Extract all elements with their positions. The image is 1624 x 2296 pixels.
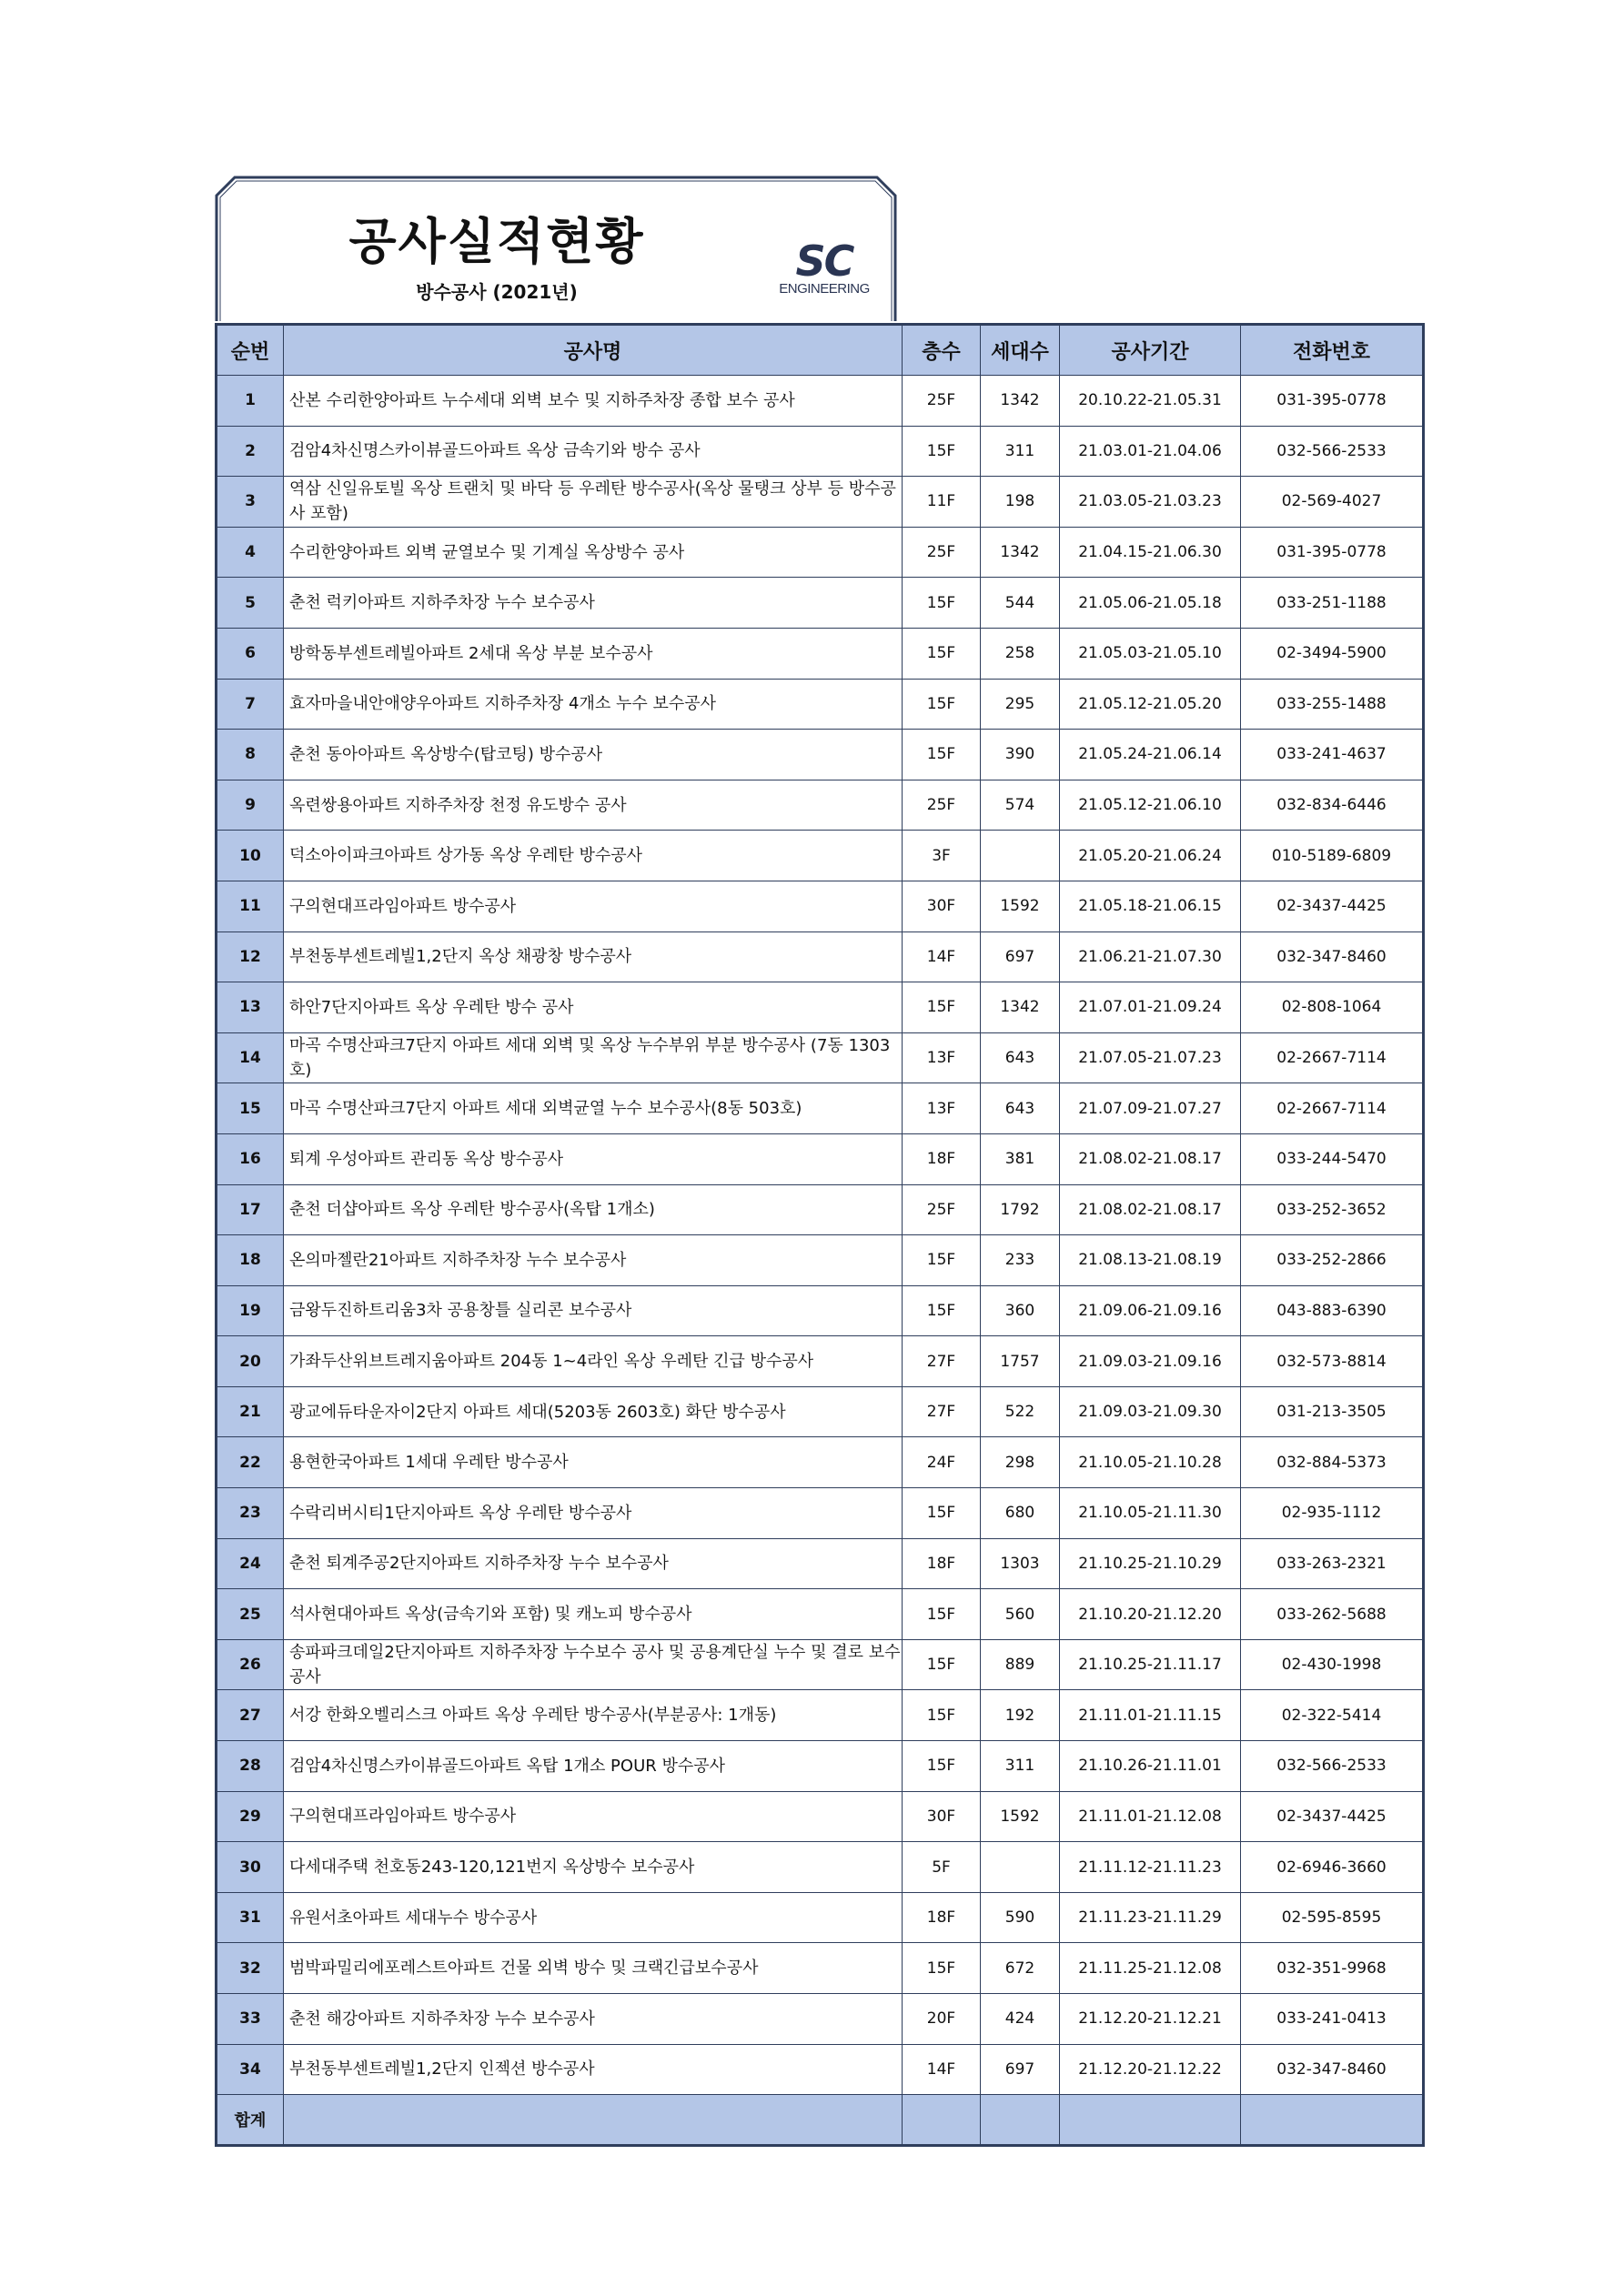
table-row bbox=[217, 679, 1424, 730]
table-row bbox=[217, 477, 1424, 528]
units-cell: 697 bbox=[981, 2044, 1060, 2095]
table-row bbox=[217, 1842, 1424, 1893]
floors-cell: 14F bbox=[903, 931, 981, 982]
phone-cell: 033-241-0413 bbox=[1241, 1994, 1424, 2045]
col-header-floors: 층수 bbox=[903, 325, 981, 376]
project-name: 검암4차신명스카이뷰골드아파트 옥상 금속기와 방수 공사 bbox=[284, 426, 903, 477]
units-cell: 590 bbox=[981, 1892, 1060, 1943]
project-name: 수리한양아파트 외벽 균열보수 및 기계실 옥상방수 공사 bbox=[284, 527, 903, 578]
table-row bbox=[217, 730, 1424, 780]
units-cell: 1303 bbox=[981, 1538, 1060, 1589]
row-number: 4 bbox=[217, 527, 284, 578]
row-number: 13 bbox=[217, 982, 284, 1033]
table-row bbox=[217, 1437, 1424, 1488]
project-name: 마곡 수명산파크7단지 아파트 세대 외벽균열 누수 보수공사(8동 503호) bbox=[284, 1083, 903, 1134]
table-row bbox=[217, 1589, 1424, 1640]
project-name: 서강 한화오벨리스크 아파트 옥상 우레탄 방수공사(부분공사: 1개동) bbox=[284, 1690, 903, 1741]
row-number: 29 bbox=[217, 1791, 284, 1842]
project-name: 용현한국아파트 1세대 우레탄 방수공사 bbox=[284, 1437, 903, 1488]
row-number: 8 bbox=[217, 730, 284, 780]
floors-cell: 27F bbox=[903, 1336, 981, 1387]
project-name: 유원서초아파트 세대누수 방수공사 bbox=[284, 1892, 903, 1943]
project-name: 덕소아이파크아파트 상가동 옥상 우레탄 방수공사 bbox=[284, 831, 903, 881]
project-name: 범박파밀리에포레스트아파트 건물 외벽 방수 및 크랙긴급보수공사 bbox=[284, 1943, 903, 1994]
table-row bbox=[217, 1488, 1424, 1539]
phone-cell: 033-252-2866 bbox=[1241, 1235, 1424, 1286]
units-cell: 1757 bbox=[981, 1336, 1060, 1387]
units-cell: 643 bbox=[981, 1083, 1060, 1134]
row-number: 2 bbox=[217, 426, 284, 477]
floors-cell: 30F bbox=[903, 881, 981, 931]
row-number: 19 bbox=[217, 1285, 284, 1336]
row-number: 31 bbox=[217, 1892, 284, 1943]
phone-cell: 033-262-5688 bbox=[1241, 1589, 1424, 1640]
table-row bbox=[217, 780, 1424, 831]
total-cell bbox=[284, 2095, 903, 2146]
floors-cell: 3F bbox=[903, 831, 981, 881]
total-row bbox=[217, 2095, 1424, 2146]
project-name: 광교에듀타운자이2단지 아파트 세대(5203동 2603호) 화단 방수공사 bbox=[284, 1386, 903, 1437]
table-row bbox=[217, 376, 1424, 427]
period-cell: 21.11.01-21.12.08 bbox=[1060, 1791, 1241, 1842]
phone-cell: 02-935-1112 bbox=[1241, 1488, 1424, 1539]
row-number: 24 bbox=[217, 1538, 284, 1589]
phone-cell: 032-351-9968 bbox=[1241, 1943, 1424, 1994]
units-cell: 311 bbox=[981, 1741, 1060, 1792]
period-cell: 21.05.03-21.05.10 bbox=[1060, 628, 1241, 679]
period-cell: 21.10.20-21.12.20 bbox=[1060, 1589, 1241, 1640]
phone-cell: 02-430-1998 bbox=[1241, 1639, 1424, 1690]
project-name: 마곡 수명산파크7단지 아파트 세대 외벽 및 옥상 누수부위 부분 방수공사 (7동 1303호) bbox=[284, 1032, 903, 1083]
row-number: 16 bbox=[217, 1133, 284, 1184]
project-name: 춘천 동아아파트 옥상방수(탑코팅) 방수공사 bbox=[284, 730, 903, 780]
floors-cell: 25F bbox=[903, 1184, 981, 1235]
project-name: 춘천 해강아파트 지하주차장 누수 보수공사 bbox=[284, 1994, 903, 2045]
floors-cell: 15F bbox=[903, 1690, 981, 1741]
period-cell: 21.05.24-21.06.14 bbox=[1060, 730, 1241, 780]
units-cell: 198 bbox=[981, 477, 1060, 528]
phone-cell: 031-395-0778 bbox=[1241, 376, 1424, 427]
table-row bbox=[217, 1285, 1424, 1336]
period-cell: 21.07.09-21.07.27 bbox=[1060, 1083, 1241, 1134]
period-cell: 21.08.02-21.08.17 bbox=[1060, 1133, 1241, 1184]
period-cell: 21.11.25-21.12.08 bbox=[1060, 1943, 1241, 1994]
period-cell: 21.11.23-21.11.29 bbox=[1060, 1892, 1241, 1943]
table-row bbox=[217, 1083, 1424, 1134]
project-name: 부천동부센트레빌1,2단지 옥상 채광창 방수공사 bbox=[284, 931, 903, 982]
phone-cell: 010-5189-6809 bbox=[1241, 831, 1424, 881]
floors-cell: 11F bbox=[903, 477, 981, 528]
phone-cell: 02-595-8595 bbox=[1241, 1892, 1424, 1943]
floors-cell: 15F bbox=[903, 730, 981, 780]
project-name: 송파파크데일2단지아파트 지하주차장 누수보수 공사 및 공용계단실 누수 및 결로 보수공사 bbox=[284, 1639, 903, 1690]
units-cell bbox=[981, 1842, 1060, 1893]
table-row bbox=[217, 1892, 1424, 1943]
floors-cell: 15F bbox=[903, 1488, 981, 1539]
phone-cell: 02-808-1064 bbox=[1241, 982, 1424, 1033]
floors-cell: 15F bbox=[903, 426, 981, 477]
period-cell: 21.10.25-21.11.17 bbox=[1060, 1639, 1241, 1690]
period-cell: 21.10.26-21.11.01 bbox=[1060, 1741, 1241, 1792]
phone-cell: 033-255-1488 bbox=[1241, 679, 1424, 730]
table-row bbox=[217, 1791, 1424, 1842]
units-cell: 233 bbox=[981, 1235, 1060, 1286]
floors-cell: 24F bbox=[903, 1437, 981, 1488]
phone-cell: 02-3494-5900 bbox=[1241, 628, 1424, 679]
units-cell: 424 bbox=[981, 1994, 1060, 2045]
phone-cell: 032-834-6446 bbox=[1241, 780, 1424, 831]
row-number: 27 bbox=[217, 1690, 284, 1741]
row-number: 25 bbox=[217, 1589, 284, 1640]
period-cell: 21.04.15-21.06.30 bbox=[1060, 527, 1241, 578]
project-name: 수락리버시티1단지아파트 옥상 우레탄 방수공사 bbox=[284, 1488, 903, 1539]
project-name: 방학동부센트레빌아파트 2세대 옥상 부분 보수공사 bbox=[284, 628, 903, 679]
table-row bbox=[217, 1994, 1424, 2045]
period-cell: 21.07.05-21.07.23 bbox=[1060, 1032, 1241, 1083]
floors-cell: 15F bbox=[903, 1943, 981, 1994]
period-cell: 21.05.06-21.05.18 bbox=[1060, 578, 1241, 629]
table-row bbox=[217, 1639, 1424, 1690]
units-cell: 522 bbox=[981, 1386, 1060, 1437]
units-cell: 1342 bbox=[981, 376, 1060, 427]
floors-cell: 20F bbox=[903, 1994, 981, 2045]
logo-text: ENGINEERING bbox=[779, 281, 870, 297]
period-cell: 21.05.20-21.06.24 bbox=[1060, 831, 1241, 881]
floors-cell: 15F bbox=[903, 679, 981, 730]
floors-cell: 5F bbox=[903, 1842, 981, 1893]
project-name: 금왕두진하트리움3차 공용창틀 실리콘 보수공사 bbox=[284, 1285, 903, 1336]
units-cell: 643 bbox=[981, 1032, 1060, 1083]
phone-cell: 032-884-5373 bbox=[1241, 1437, 1424, 1488]
works-table bbox=[215, 323, 1425, 2147]
table-row bbox=[217, 1690, 1424, 1741]
floors-cell: 15F bbox=[903, 1235, 981, 1286]
phone-cell: 032-347-8460 bbox=[1241, 931, 1424, 982]
row-number: 15 bbox=[217, 1083, 284, 1134]
floors-cell: 18F bbox=[903, 1133, 981, 1184]
phone-cell: 02-2667-7114 bbox=[1241, 1032, 1424, 1083]
period-cell: 21.05.12-21.06.10 bbox=[1060, 780, 1241, 831]
row-number: 18 bbox=[217, 1235, 284, 1286]
units-cell: 680 bbox=[981, 1488, 1060, 1539]
period-cell: 21.07.01-21.09.24 bbox=[1060, 982, 1241, 1033]
row-number: 17 bbox=[217, 1184, 284, 1235]
phone-cell: 043-883-6390 bbox=[1241, 1285, 1424, 1336]
table-row bbox=[217, 1336, 1424, 1387]
table-header bbox=[217, 325, 1424, 376]
table-row bbox=[217, 931, 1424, 982]
phone-cell: 031-213-3505 bbox=[1241, 1386, 1424, 1437]
col-header-name: 공사명 bbox=[284, 325, 903, 376]
period-cell: 21.10.05-21.10.28 bbox=[1060, 1437, 1241, 1488]
floors-cell: 13F bbox=[903, 1032, 981, 1083]
units-cell: 1792 bbox=[981, 1184, 1060, 1235]
project-name: 춘천 더샵아파트 옥상 우레탄 방수공사(옥탑 1개소) bbox=[284, 1184, 903, 1235]
units-cell: 697 bbox=[981, 931, 1060, 982]
table-row bbox=[217, 1943, 1424, 1994]
row-number: 14 bbox=[217, 1032, 284, 1083]
row-number: 1 bbox=[217, 376, 284, 427]
row-number: 22 bbox=[217, 1437, 284, 1488]
units-cell: 1592 bbox=[981, 1791, 1060, 1842]
period-cell: 21.09.06-21.09.16 bbox=[1060, 1285, 1241, 1336]
project-name: 산본 수리한양아파트 누수세대 외벽 보수 및 지하주차장 종합 보수 공사 bbox=[284, 376, 903, 427]
row-number: 23 bbox=[217, 1488, 284, 1539]
table-row bbox=[217, 1133, 1424, 1184]
units-cell: 360 bbox=[981, 1285, 1060, 1336]
units-cell: 1342 bbox=[981, 982, 1060, 1033]
project-name: 춘천 럭키아파트 지하주차장 누수 보수공사 bbox=[284, 578, 903, 629]
phone-cell: 033-244-5470 bbox=[1241, 1133, 1424, 1184]
project-name: 온의마젤란21아파트 지하주차장 누수 보수공사 bbox=[284, 1235, 903, 1286]
total-cell bbox=[903, 2095, 981, 2146]
phone-cell: 032-573-8814 bbox=[1241, 1336, 1424, 1387]
units-cell: 1342 bbox=[981, 527, 1060, 578]
floors-cell: 15F bbox=[903, 578, 981, 629]
phone-cell: 02-6946-3660 bbox=[1241, 1842, 1424, 1893]
floors-cell: 27F bbox=[903, 1386, 981, 1437]
period-cell: 21.10.25-21.10.29 bbox=[1060, 1538, 1241, 1589]
units-cell: 672 bbox=[981, 1943, 1060, 1994]
row-number: 30 bbox=[217, 1842, 284, 1893]
phone-cell: 032-566-2533 bbox=[1241, 1741, 1424, 1792]
floors-cell: 25F bbox=[903, 376, 981, 427]
units-cell: 258 bbox=[981, 628, 1060, 679]
row-number: 32 bbox=[217, 1943, 284, 1994]
page-title: 공사실적현황 bbox=[348, 213, 645, 270]
project-name: 부천동부센트레빌1,2단지 인젝션 방수공사 bbox=[284, 2044, 903, 2095]
row-number: 34 bbox=[217, 2044, 284, 2095]
project-name: 석사현대아파트 옥상(금속기와 포함) 및 캐노피 방수공사 bbox=[284, 1589, 903, 1640]
project-name: 구의현대프라임아파트 방수공사 bbox=[284, 1791, 903, 1842]
project-name: 퇴계 우성아파트 관리동 옥상 방수공사 bbox=[284, 1133, 903, 1184]
phone-cell: 02-569-4027 bbox=[1241, 477, 1424, 528]
row-number: 10 bbox=[217, 831, 284, 881]
floors-cell: 25F bbox=[903, 527, 981, 578]
table-row bbox=[217, 1235, 1424, 1286]
phone-cell: 02-322-5414 bbox=[1241, 1690, 1424, 1741]
col-header-no: 순번 bbox=[217, 325, 284, 376]
table-row bbox=[217, 982, 1424, 1033]
period-cell: 20.10.22-21.05.31 bbox=[1060, 376, 1241, 427]
units-cell: 544 bbox=[981, 578, 1060, 629]
period-cell: 21.06.21-21.07.30 bbox=[1060, 931, 1241, 982]
page-subtitle: 방수공사 (2021년) bbox=[416, 281, 578, 303]
row-number: 6 bbox=[217, 628, 284, 679]
phone-cell: 031-395-0778 bbox=[1241, 527, 1424, 578]
floors-cell: 14F bbox=[903, 2044, 981, 2095]
period-cell: 21.09.03-21.09.16 bbox=[1060, 1336, 1241, 1387]
period-cell: 21.12.20-21.12.21 bbox=[1060, 1994, 1241, 2045]
row-number: 7 bbox=[217, 679, 284, 730]
floors-cell: 15F bbox=[903, 1639, 981, 1690]
project-name: 검암4차신명스카이뷰골드아파트 옥탑 1개소 POUR 방수공사 bbox=[284, 1741, 903, 1792]
phone-cell: 02-3437-4425 bbox=[1241, 1791, 1424, 1842]
phone-cell: 033-251-1188 bbox=[1241, 578, 1424, 629]
company-logo bbox=[774, 237, 874, 305]
units-cell: 295 bbox=[981, 679, 1060, 730]
period-cell: 21.10.05-21.11.30 bbox=[1060, 1488, 1241, 1539]
project-name: 구의현대프라임아파트 방수공사 bbox=[284, 881, 903, 931]
units-cell bbox=[981, 831, 1060, 881]
phone-cell: 02-2667-7114 bbox=[1241, 1083, 1424, 1134]
project-name: 하안7단지아파트 옥상 우레탄 방수 공사 bbox=[284, 982, 903, 1033]
floors-cell: 18F bbox=[903, 1538, 981, 1589]
period-cell: 21.12.20-21.12.22 bbox=[1060, 2044, 1241, 2095]
floors-cell: 25F bbox=[903, 780, 981, 831]
period-cell: 21.11.12-21.11.23 bbox=[1060, 1842, 1241, 1893]
row-number: 20 bbox=[217, 1336, 284, 1387]
period-cell: 21.05.18-21.06.15 bbox=[1060, 881, 1241, 931]
logo-mark: SC bbox=[795, 237, 853, 286]
phone-cell: 033-241-4637 bbox=[1241, 730, 1424, 780]
units-cell: 1592 bbox=[981, 881, 1060, 931]
table-row bbox=[217, 1386, 1424, 1437]
row-number: 11 bbox=[217, 881, 284, 931]
period-cell: 21.03.01-21.04.06 bbox=[1060, 426, 1241, 477]
phone-cell: 033-263-2321 bbox=[1241, 1538, 1424, 1589]
phone-cell: 033-252-3652 bbox=[1241, 1184, 1424, 1235]
table-row bbox=[217, 578, 1424, 629]
table-row bbox=[217, 881, 1424, 931]
project-name: 옥련쌍용아파트 지하주차장 천정 유도방수 공사 bbox=[284, 780, 903, 831]
floors-cell: 30F bbox=[903, 1791, 981, 1842]
period-cell: 21.08.02-21.08.17 bbox=[1060, 1184, 1241, 1235]
table-row bbox=[217, 1032, 1424, 1083]
phone-cell: 02-3437-4425 bbox=[1241, 881, 1424, 931]
report-header bbox=[215, 176, 899, 321]
total-cell bbox=[1241, 2095, 1424, 2146]
period-cell: 21.09.03-21.09.30 bbox=[1060, 1386, 1241, 1437]
floors-cell: 15F bbox=[903, 982, 981, 1033]
units-cell: 560 bbox=[981, 1589, 1060, 1640]
row-number: 9 bbox=[217, 780, 284, 831]
units-cell: 311 bbox=[981, 426, 1060, 477]
period-cell: 21.03.05-21.03.23 bbox=[1060, 477, 1241, 528]
total-label: 합계 bbox=[217, 2095, 284, 2146]
col-header-units: 세대수 bbox=[981, 325, 1060, 376]
units-cell: 298 bbox=[981, 1437, 1060, 1488]
row-number: 3 bbox=[217, 477, 284, 528]
floors-cell: 15F bbox=[903, 628, 981, 679]
col-header-period: 공사기간 bbox=[1060, 325, 1241, 376]
row-number: 28 bbox=[217, 1741, 284, 1792]
project-name: 역삼 신일유토빌 옥상 트랜치 및 바닥 등 우레탄 방수공사(옥상 물탱크 상부 등 방수공사 포함) bbox=[284, 477, 903, 528]
table-row bbox=[217, 1741, 1424, 1792]
row-number: 21 bbox=[217, 1386, 284, 1437]
project-name: 다세대주택 천호동243-120,121번지 옥상방수 보수공사 bbox=[284, 1842, 903, 1893]
table-row bbox=[217, 831, 1424, 881]
table-body bbox=[217, 376, 1424, 2095]
units-cell: 574 bbox=[981, 780, 1060, 831]
col-header-phone: 전화번호 bbox=[1241, 325, 1424, 376]
table-row bbox=[217, 1184, 1424, 1235]
table-row bbox=[217, 628, 1424, 679]
period-cell: 21.08.13-21.08.19 bbox=[1060, 1235, 1241, 1286]
row-number: 33 bbox=[217, 1994, 284, 2045]
project-name: 효자마을내안애양우아파트 지하주차장 4개소 누수 보수공사 bbox=[284, 679, 903, 730]
period-cell: 21.11.01-21.11.15 bbox=[1060, 1690, 1241, 1741]
phone-cell: 032-566-2533 bbox=[1241, 426, 1424, 477]
floors-cell: 15F bbox=[903, 1589, 981, 1640]
total-cell bbox=[1060, 2095, 1241, 2146]
units-cell: 381 bbox=[981, 1133, 1060, 1184]
units-cell: 192 bbox=[981, 1690, 1060, 1741]
floors-cell: 15F bbox=[903, 1741, 981, 1792]
units-cell: 390 bbox=[981, 730, 1060, 780]
table-row bbox=[217, 1538, 1424, 1589]
row-number: 26 bbox=[217, 1639, 284, 1690]
project-name: 가좌두산위브트레지움아파트 204동 1~4라인 옥상 우레탄 긴급 방수공사 bbox=[284, 1336, 903, 1387]
floors-cell: 13F bbox=[903, 1083, 981, 1134]
phone-cell: 032-347-8460 bbox=[1241, 2044, 1424, 2095]
total-cell bbox=[981, 2095, 1060, 2146]
row-number: 12 bbox=[217, 931, 284, 982]
project-name: 춘천 퇴계주공2단지아파트 지하주차장 누수 보수공사 bbox=[284, 1538, 903, 1589]
units-cell: 889 bbox=[981, 1639, 1060, 1690]
table-row bbox=[217, 426, 1424, 477]
period-cell: 21.05.12-21.05.20 bbox=[1060, 679, 1241, 730]
table-row bbox=[217, 2044, 1424, 2095]
floors-cell: 15F bbox=[903, 1285, 981, 1336]
table-row bbox=[217, 527, 1424, 578]
floors-cell: 18F bbox=[903, 1892, 981, 1943]
row-number: 5 bbox=[217, 578, 284, 629]
